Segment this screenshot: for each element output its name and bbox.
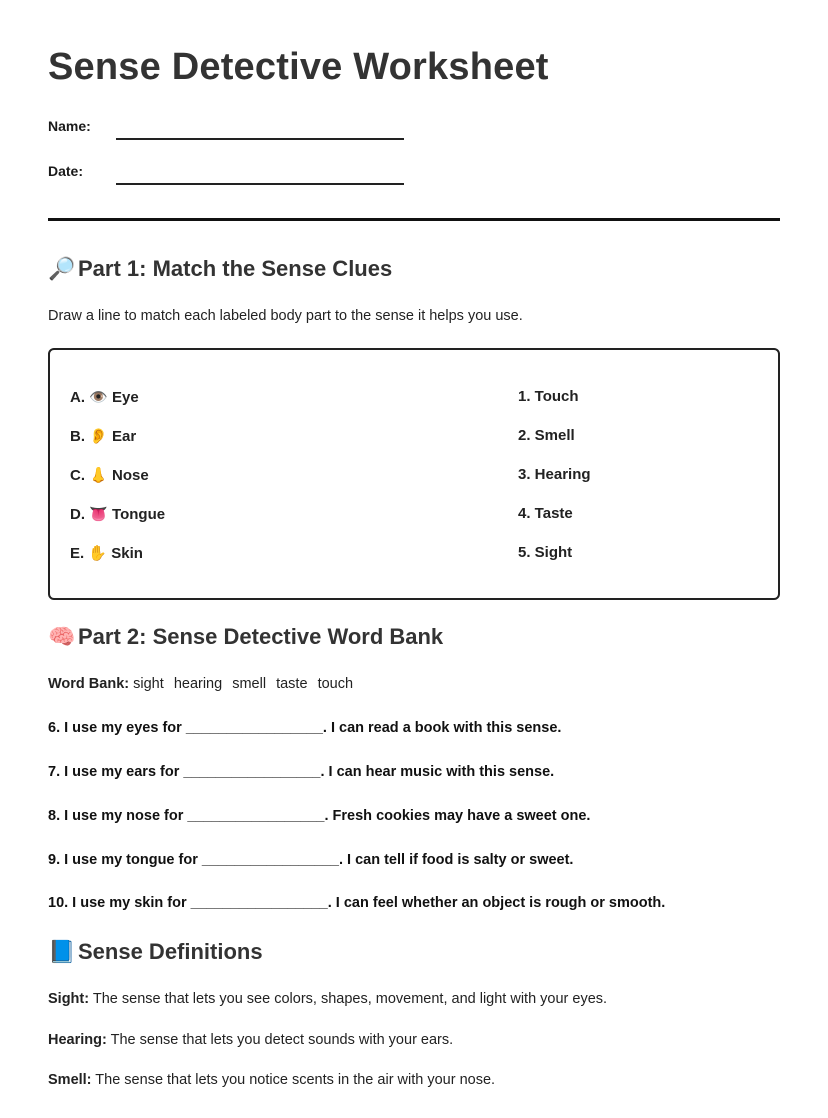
match-letter: D.	[70, 506, 85, 523]
part2-heading	[48, 624, 443, 650]
definition-term: Sight:	[48, 991, 90, 1007]
match-right-item[interactable]: 2. Smell	[518, 427, 575, 444]
match-right-item[interactable]: 4. Taste	[518, 505, 573, 522]
definition-term: Smell:	[48, 1072, 92, 1088]
hand-icon: ✋	[88, 545, 108, 562]
match-left-item[interactable]	[70, 427, 136, 445]
match-letter: A.	[70, 389, 85, 406]
match-right-item[interactable]: 5. Sight	[518, 544, 573, 561]
word-bank-word: taste	[276, 676, 308, 692]
eye-icon: 👁️	[89, 389, 108, 406]
date-field[interactable]	[116, 183, 404, 185]
match-letter: C.	[70, 467, 85, 484]
match-label: Eye	[112, 389, 139, 406]
page-title: Sense Detective Worksheet	[48, 46, 549, 88]
match-label: Tongue	[112, 506, 166, 523]
definition-term: Hearing:	[48, 1032, 107, 1048]
word-bank-word: hearing	[173, 676, 223, 692]
magnifier-icon: 🔎	[48, 256, 76, 281]
date-label: Date:	[48, 163, 84, 179]
fill-in-question[interactable]: 7. I use my ears for _________________. I can hear music with this sense.	[48, 764, 555, 780]
definition-text: The sense that lets you see colors, shapes, movement, and light with your eyes.	[92, 991, 608, 1007]
nose-icon: 👃	[89, 467, 108, 484]
match-label: Skin	[111, 545, 143, 562]
fill-in-question[interactable]: 9. I use my tongue for _________________. I can tell if food is salty or sweet.	[48, 852, 574, 868]
name-label: Name:	[48, 118, 91, 134]
match-right-item[interactable]: 3. Hearing	[518, 466, 591, 483]
definition-item	[48, 1072, 495, 1088]
definition-item	[48, 991, 607, 1007]
fill-in-question[interactable]: 8. I use my nose for _________________. Fresh cookies may have a sweet one.	[48, 808, 591, 824]
part1-instructions: Draw a line to match each labeled body part to the sense it helps you use.	[48, 308, 523, 324]
word-bank-word: smell	[232, 676, 267, 692]
definition-text: The sense that lets you notice scents in the air with your nose.	[95, 1072, 496, 1088]
ear-icon: 👂	[89, 428, 108, 445]
match-letter: E.	[70, 545, 85, 562]
brain-icon: 🧠	[48, 624, 76, 649]
match-left-item[interactable]	[70, 544, 143, 562]
word-bank-word: sight	[133, 676, 164, 692]
definitions-heading-text: Sense Definitions	[78, 939, 263, 964]
word-bank-word: touch	[317, 676, 354, 692]
match-right-item[interactable]: 1. Touch	[518, 388, 579, 405]
part1-heading-text: Part 1: Match the Sense Clues	[78, 256, 393, 281]
match-label: Ear	[112, 428, 137, 445]
definitions-heading	[48, 939, 263, 965]
part2-heading-text: Part 2: Sense Detective Word Bank	[78, 624, 444, 649]
name-field[interactable]	[116, 138, 404, 140]
book-icon: 📘	[48, 939, 76, 964]
match-left-item[interactable]	[70, 505, 165, 523]
tongue-icon: 👅	[89, 506, 108, 523]
definition-text: The sense that lets you detect sounds with your ears.	[110, 1032, 454, 1048]
fill-in-question[interactable]: 10. I use my skin for _________________. I can feel whether an object is rough or smooth.	[48, 895, 666, 911]
word-bank-label: Word Bank:	[48, 676, 130, 692]
header-divider	[48, 218, 780, 221]
word-bank	[48, 676, 359, 692]
part1-heading	[48, 256, 392, 282]
definition-item	[48, 1032, 453, 1048]
matching-box	[48, 348, 780, 600]
match-label: Nose	[112, 467, 149, 484]
match-letter: B.	[70, 428, 85, 445]
match-left-item[interactable]	[70, 388, 139, 406]
fill-in-question[interactable]: 6. I use my eyes for _________________. I can read a book with this sense.	[48, 720, 562, 736]
match-left-item[interactable]	[70, 466, 149, 484]
